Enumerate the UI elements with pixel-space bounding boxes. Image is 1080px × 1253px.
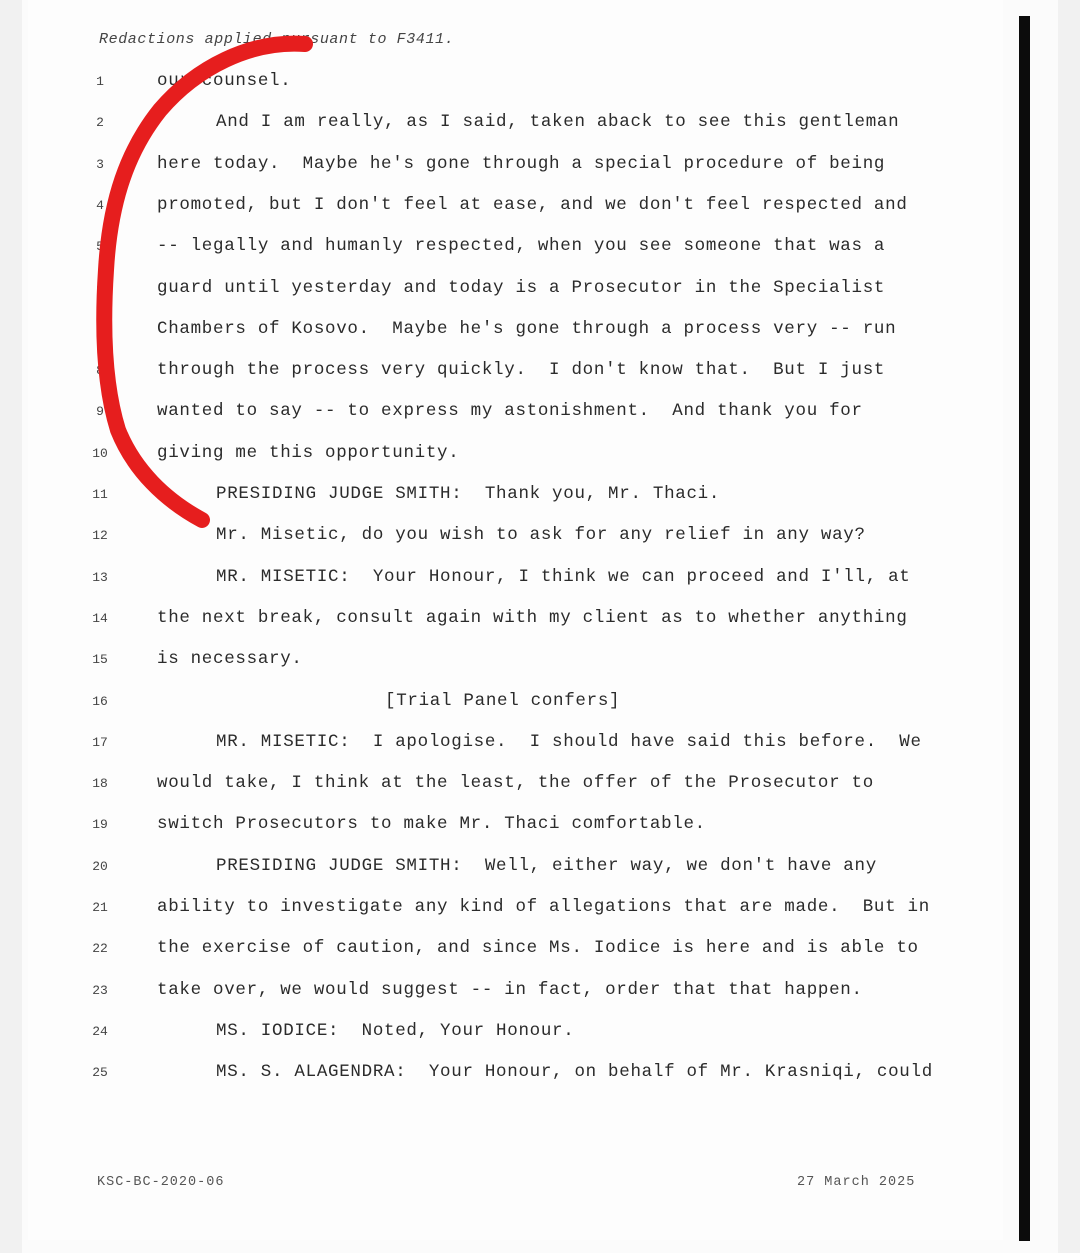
line-number: 5	[96, 239, 104, 255]
transcript-line: is necessary.	[157, 649, 303, 670]
line-number: 2	[96, 115, 104, 131]
line-number: 21	[92, 900, 108, 915]
line-number: 6	[96, 280, 104, 296]
line-number: 25	[92, 1065, 108, 1081]
transcript-line: And I am really, as I said, taken aback to see this gentleman	[216, 112, 900, 133]
transcript-line: wanted to say -- to express my astonishment. And thank you for	[157, 401, 863, 422]
line-number: 14	[92, 610, 108, 626]
line-number: 1	[96, 74, 104, 89]
transcript-line: promoted, but I don't feel at ease, and we don't feel respected and	[157, 194, 908, 215]
transcript-line: Chambers of Kosovo. Maybe he's gone through a process very -- run	[157, 318, 897, 339]
line-number: 7	[96, 321, 104, 337]
transcript-line: ability to investigate any kind of allegations that are made. But in	[157, 897, 930, 917]
transcript-line: the next break, consult again with my client as to whether anything	[157, 607, 908, 628]
transcript-line: MR. MISETIC: Your Honour, I think we can proceed and I'll, at	[216, 566, 911, 587]
transcript-line: here today. Maybe he's gone through a special procedure of being	[157, 153, 886, 174]
line-number: 15	[92, 652, 108, 668]
transcript-line: PRESIDING JUDGE SMITH: Thank you, Mr. Thaci.	[216, 484, 721, 504]
transcript-line: guard until yesterday and today is a Prosecutor in the Specialist	[157, 277, 886, 298]
transcript-line: MR. MISETIC: I apologise. I should have said this before. We	[216, 731, 922, 752]
transcript-line: PRESIDING JUDGE SMITH: Well, either way, we don't have any	[216, 855, 877, 876]
line-number: 18	[92, 776, 108, 792]
line-number: 19	[92, 817, 108, 833]
line-number: 9	[96, 404, 104, 420]
transcript-line: -- legally and humanly respected, when you see someone that was a	[157, 236, 886, 257]
transcript-line: MS. S. ALAGENDRA: Your Honour, on behalf of Mr. Krasniqi, could	[216, 1062, 933, 1083]
transcript-line: through the process very quickly. I don't know that. But I just	[157, 360, 886, 381]
transcript-line: Mr. Misetic, do you wish to ask for any relief in any way?	[216, 525, 866, 546]
line-number: 12	[92, 528, 108, 544]
transcript-date: 27 March 2025	[797, 1175, 916, 1190]
transcript-line: take over, we would suggest -- in fact, order that that happen.	[157, 979, 863, 1000]
line-number: 16	[92, 693, 108, 709]
page-edge-bar	[1019, 16, 1030, 1241]
transcript-line: would take, I think at the least, the offer of the Prosecutor to	[157, 773, 874, 794]
line-number: 13	[92, 569, 108, 585]
line-number: 22	[92, 941, 108, 957]
line-number: 10	[92, 445, 108, 461]
transcript-line: the exercise of caution, and since Ms. Iodice is here and is able to	[157, 938, 919, 959]
line-number: 8	[96, 363, 104, 379]
line-number: 3	[96, 156, 104, 172]
line-number: 24	[92, 1023, 108, 1039]
transcript-line: switch Prosecutors to make Mr. Thaci comfortable.	[157, 814, 706, 835]
transcript-line: our counsel.	[157, 71, 292, 91]
transcript-line: giving me this opportunity.	[157, 442, 460, 463]
redaction-note: Redactions applied pursuant to F3411.	[99, 31, 455, 48]
transcript-line: [Trial Panel confers]	[385, 690, 621, 711]
line-number: 17	[92, 734, 108, 750]
transcript-line: MS. IODICE: Noted, Your Honour.	[216, 1020, 575, 1041]
case-number: KSC-BC-2020-06	[97, 1175, 225, 1190]
line-number: 23	[92, 982, 108, 998]
line-number: 4	[96, 197, 104, 213]
line-number: 11	[92, 487, 108, 502]
line-number: 20	[92, 858, 108, 874]
